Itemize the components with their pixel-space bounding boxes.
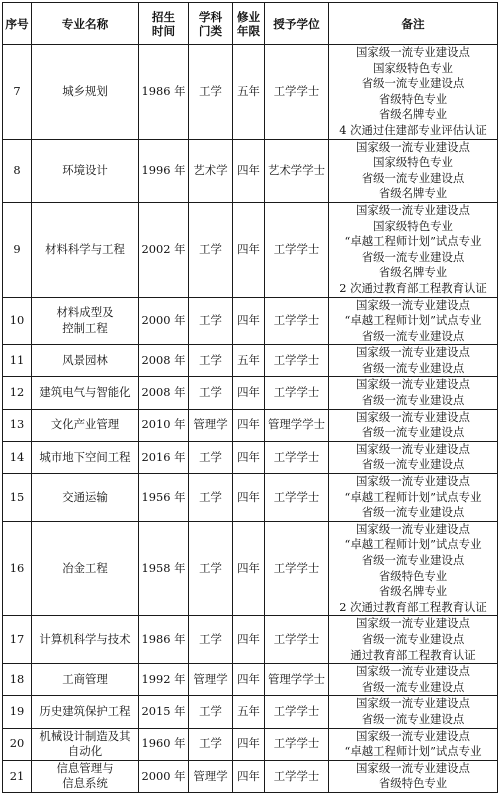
cell-discipline: 管理学 [189, 664, 233, 696]
cell-major [32, 345, 139, 377]
cell-degree: 工学学士 [265, 345, 329, 377]
header-year-line2: 时间 [151, 23, 176, 38]
cell-notes-line: “卓越工程师计划”试点专业 [344, 744, 482, 759]
cell-discipline: 工学 [189, 377, 233, 409]
cell-major-line: 建筑电气与智能化 [39, 385, 131, 400]
cell-degree: 工学学士 [265, 521, 329, 616]
cell-year: 2000 年 [139, 297, 189, 345]
cell-major-line: 机械设计制造及其 [39, 728, 131, 743]
cell-notes [329, 297, 498, 345]
cell-major-line: 风景园林 [62, 353, 108, 368]
table-row [3, 139, 498, 202]
table-row [3, 760, 498, 792]
cell-year: 1960 年 [139, 728, 189, 760]
cell-year: 1996 年 [139, 139, 189, 202]
cell-notes-line: 国家级一流专业建设点 [356, 441, 470, 456]
cell-year: 2008 年 [139, 345, 189, 377]
cell-notes-line: 国家级特色专业 [373, 60, 453, 75]
header-major: 专业名称 [32, 3, 139, 45]
table-row [3, 377, 498, 409]
cell-major-line: 信息系统 [62, 776, 108, 791]
cell-degree: 工学学士 [265, 202, 329, 297]
cell-year: 1992 年 [139, 664, 189, 696]
cell-notes-line: “卓越工程师计划”试点专业 [344, 537, 482, 552]
cell-major [32, 696, 139, 728]
cell-major-line: 交通运输 [62, 489, 108, 504]
header-discipline-line2: 门类 [198, 23, 223, 38]
cell-major-line: 文化产业管理 [50, 417, 120, 432]
header-row [3, 3, 498, 45]
cell-discipline: 工学 [189, 345, 233, 377]
cell-major-line: 历史建筑保护工程 [39, 704, 131, 719]
table-row [3, 45, 498, 140]
cell-degree: 工学学士 [265, 696, 329, 728]
cell-major [32, 45, 139, 140]
cell-duration: 四年 [233, 521, 265, 616]
table-row [3, 521, 498, 616]
cell-notes-line: 国家级一流专业建设点 [356, 297, 470, 312]
cell-major-line: 材料成型及 [56, 305, 114, 320]
table-header [3, 3, 498, 45]
cell-discipline: 艺术学 [189, 139, 233, 202]
cell-discipline: 工学 [189, 521, 233, 616]
header-duration-line1: 修业 [236, 9, 261, 24]
cell-year: 1986 年 [139, 45, 189, 140]
cell-discipline: 工学 [189, 728, 233, 760]
cell-major-line: 工商管理 [62, 671, 108, 686]
cell-major [32, 377, 139, 409]
cell-discipline: 管理学 [189, 409, 233, 441]
cell-degree: 工学学士 [265, 474, 329, 522]
cell-major-line: 计算机科学与技术 [39, 631, 131, 646]
cell-degree: 工学学士 [265, 760, 329, 792]
cell-notes [329, 377, 498, 409]
header-degree: 授予学位 [265, 3, 329, 45]
cell-seq: 7 [3, 45, 32, 140]
cell-notes-line: 4 次通过住建部专业评估认证 [339, 122, 487, 137]
cell-major-line: 冶金工程 [62, 560, 108, 575]
cell-seq: 9 [3, 202, 32, 297]
cell-notes [329, 616, 498, 664]
cell-notes-line: 省级一流专业建设点 [361, 170, 465, 185]
cell-notes [329, 441, 498, 473]
cell-notes [329, 521, 498, 616]
cell-notes-line: 国家级一流专业建设点 [356, 664, 470, 679]
cell-major-line: 城乡规划 [62, 83, 108, 98]
cell-major [32, 760, 139, 792]
cell-seq: 18 [3, 664, 32, 696]
cell-notes [329, 664, 498, 696]
table-row [3, 345, 498, 377]
cell-notes-line: 国家级一流专业建设点 [356, 760, 470, 775]
table-row [3, 297, 498, 345]
cell-degree: 工学学士 [265, 297, 329, 345]
cell-notes-line: 国家级一流专业建设点 [356, 616, 470, 631]
cell-major [32, 441, 139, 473]
cell-notes-line: 国家级一流专业建设点 [356, 409, 470, 424]
cell-discipline: 工学 [189, 616, 233, 664]
cell-year: 2000 年 [139, 760, 189, 792]
cell-notes-line: 省级一流专业建设点 [361, 360, 465, 375]
cell-seq: 16 [3, 521, 32, 616]
cell-notes-line: 国家级一流专业建设点 [356, 728, 470, 743]
cell-major-line: 城市地下空间工程 [39, 449, 131, 464]
cell-year: 2015 年 [139, 696, 189, 728]
cell-notes-line: 国家级特色专业 [373, 218, 453, 233]
cell-year: 2016 年 [139, 441, 189, 473]
header-seq: 序号 [3, 3, 32, 45]
cell-duration: 五年 [233, 696, 265, 728]
majors-table-container [2, 2, 498, 793]
cell-notes-line: 省级名牌专业 [378, 584, 448, 599]
cell-duration: 五年 [233, 45, 265, 140]
cell-notes-line: 国家级一流专业建设点 [356, 345, 470, 360]
cell-year: 2010 年 [139, 409, 189, 441]
cell-major [32, 474, 139, 522]
cell-degree: 工学学士 [265, 377, 329, 409]
cell-duration: 四年 [233, 139, 265, 202]
cell-notes [329, 202, 498, 297]
cell-duration: 四年 [233, 377, 265, 409]
cell-major-line: 自动化 [67, 744, 103, 759]
table-row [3, 664, 498, 696]
cell-duration: 四年 [233, 664, 265, 696]
cell-notes-line: 省级名牌专业 [378, 186, 448, 201]
cell-seq: 15 [3, 474, 32, 522]
cell-degree: 工学学士 [265, 45, 329, 140]
cell-notes-line: 省级一流专业建设点 [361, 553, 465, 567]
cell-notes-line: 省级一流专业建设点 [361, 457, 465, 472]
cell-seq: 20 [3, 728, 32, 760]
cell-notes-line: 省级一流专业建设点 [361, 679, 465, 694]
cell-notes-line: “卓越工程师计划”试点专业 [344, 489, 482, 504]
cell-year: 2002 年 [139, 202, 189, 297]
table-row [3, 616, 498, 664]
cell-seq: 10 [3, 297, 32, 345]
cell-notes-line: 省级一流专业建设点 [361, 711, 465, 726]
cell-notes-line: 国家级一流专业建设点 [356, 202, 470, 217]
cell-notes [329, 139, 498, 202]
cell-duration: 四年 [233, 202, 265, 297]
cell-notes-line: 省级特色专业 [378, 91, 448, 106]
table-row [3, 728, 498, 760]
cell-seq: 14 [3, 441, 32, 473]
cell-major-line: 材料科学与工程 [45, 241, 125, 256]
cell-notes-line: “卓越工程师计划”试点专业 [344, 234, 482, 249]
cell-notes-line: 省级名牌专业 [378, 265, 448, 280]
cell-degree: 工学学士 [265, 728, 329, 760]
cell-duration: 四年 [233, 409, 265, 441]
header-notes: 备注 [329, 3, 498, 45]
cell-discipline: 工学 [189, 474, 233, 522]
cell-notes-line: 省级一流专业建设点 [361, 393, 465, 408]
cell-notes [329, 760, 498, 792]
cell-notes-line: 国家级一流专业建设点 [356, 139, 470, 154]
cell-duration: 四年 [233, 297, 265, 345]
cell-degree: 艺术学学士 [265, 139, 329, 202]
cell-seq: 21 [3, 760, 32, 792]
header-discipline-line1: 学科 [198, 9, 223, 24]
cell-notes-line: 2 次通过教育部工程教育认证 [339, 599, 487, 614]
cell-major [32, 728, 139, 760]
header-duration [233, 3, 265, 45]
cell-notes-line: 省级一流专业建设点 [361, 631, 465, 646]
cell-major [32, 664, 139, 696]
cell-notes-line: 省级特色专业 [378, 568, 448, 583]
cell-notes-line: 国家级一流专业建设点 [356, 696, 470, 711]
cell-notes [329, 409, 498, 441]
cell-notes-line: “卓越工程师计划”试点专业 [344, 313, 482, 328]
cell-duration: 四年 [233, 474, 265, 522]
cell-year: 1958 年 [139, 521, 189, 616]
table-row [3, 202, 498, 297]
cell-degree: 管理学学士 [265, 664, 329, 696]
cell-discipline: 工学 [189, 297, 233, 345]
table-row [3, 696, 498, 728]
cell-duration: 四年 [233, 728, 265, 760]
table-row [3, 441, 498, 473]
cell-year: 1956 年 [139, 474, 189, 522]
cell-major-line: 信息管理与 [56, 760, 114, 775]
cell-notes-line: 国家级一流专业建设点 [356, 377, 470, 392]
header-discipline [189, 3, 233, 45]
majors-table [2, 2, 498, 793]
cell-duration: 四年 [233, 616, 265, 664]
cell-major [32, 616, 139, 664]
cell-notes-line: 省级一流专业建设点 [361, 328, 465, 343]
cell-duration: 四年 [233, 760, 265, 792]
cell-major [32, 202, 139, 297]
cell-discipline: 工学 [189, 45, 233, 140]
cell-seq: 17 [3, 616, 32, 664]
cell-notes-line: 通过教育部工程教育认证 [350, 647, 476, 662]
header-year-line1: 招生 [151, 9, 176, 24]
table-row [3, 409, 498, 441]
cell-degree: 工学学士 [265, 441, 329, 473]
cell-seq: 19 [3, 696, 32, 728]
cell-notes-line: 国家级一流专业建设点 [356, 521, 470, 536]
cell-seq: 13 [3, 409, 32, 441]
header-duration-line2: 年限 [236, 23, 261, 38]
header-year [139, 3, 189, 45]
cell-degree: 工学学士 [265, 616, 329, 664]
cell-seq: 8 [3, 139, 32, 202]
cell-notes-line: 省级一流专业建设点 [361, 505, 465, 520]
cell-notes [329, 728, 498, 760]
cell-degree: 管理学学士 [265, 409, 329, 441]
cell-seq: 12 [3, 377, 32, 409]
cell-discipline: 工学 [189, 202, 233, 297]
cell-year: 1986 年 [139, 616, 189, 664]
cell-notes-line: 省级特色专业 [378, 776, 448, 791]
cell-discipline: 管理学 [189, 760, 233, 792]
cell-major [32, 521, 139, 616]
cell-notes [329, 474, 498, 522]
table-row [3, 474, 498, 522]
cell-notes [329, 45, 498, 140]
cell-major-line: 控制工程 [62, 320, 108, 335]
cell-duration: 四年 [233, 441, 265, 473]
cell-notes-line: 国家级一流专业建设点 [356, 45, 470, 59]
cell-discipline: 工学 [189, 441, 233, 473]
table-body [3, 45, 498, 793]
cell-notes-line: 省级名牌专业 [378, 107, 448, 122]
cell-major [32, 297, 139, 345]
cell-notes-line: 国家级特色专业 [373, 155, 453, 170]
cell-notes-line: 2 次通过教育部工程教育认证 [339, 280, 487, 295]
cell-notes-line: 省级一流专业建设点 [361, 76, 465, 91]
cell-major [32, 139, 139, 202]
cell-duration: 五年 [233, 345, 265, 377]
cell-notes-line: 省级一流专业建设点 [361, 425, 465, 440]
cell-notes [329, 696, 498, 728]
cell-seq: 11 [3, 345, 32, 377]
cell-notes [329, 345, 498, 377]
cell-major-line: 环境设计 [62, 162, 108, 177]
cell-discipline: 工学 [189, 696, 233, 728]
cell-notes-line: 国家级一流专业建设点 [356, 474, 470, 489]
cell-major [32, 409, 139, 441]
cell-year: 2008 年 [139, 377, 189, 409]
cell-notes-line: 省级一流专业建设点 [361, 249, 465, 264]
